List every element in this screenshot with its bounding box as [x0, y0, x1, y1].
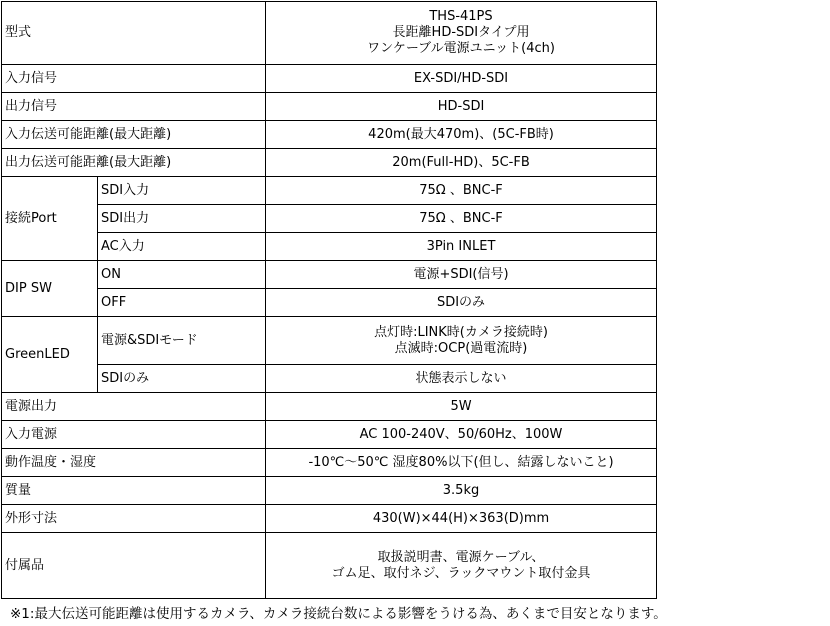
- dip-off-value: SDIのみ: [266, 289, 657, 317]
- weight-value: 3.5kg: [266, 477, 657, 505]
- model-type: 長距離HD-SDIタイプ用: [392, 25, 530, 40]
- temperature-value: -10℃～50℃ 湿度80%以下(但し、結露しないこと): [266, 449, 657, 477]
- port-sdi-in-label: SDI入力: [98, 177, 266, 205]
- port-label: 接続Port: [2, 177, 98, 261]
- led-sdi-label: SDIのみ: [98, 365, 266, 393]
- input-signal-label: 入力信号: [2, 65, 266, 93]
- accessories-line-1: 取扱説明書、電源ケーブル、: [377, 549, 545, 565]
- table-row: [2, 149, 657, 177]
- port-ac-in-value: 3Pin INLET: [266, 233, 657, 261]
- table-row: [2, 177, 657, 205]
- table-row: [2, 533, 657, 599]
- table-row: [2, 93, 657, 121]
- accessories-value: [266, 533, 657, 599]
- dip-on-value: 電源+SDI(信号): [266, 261, 657, 289]
- power-output-value: 5W: [266, 393, 657, 421]
- model-label: 型式: [2, 2, 266, 65]
- table-row: [2, 2, 657, 65]
- accessories-label: 付属品: [2, 533, 266, 599]
- output-signal-label: 出力信号: [2, 93, 266, 121]
- input-distance-label: 入力伝送可能距離(最大距離): [2, 121, 266, 149]
- model-desc: ワンケーブル電源ユニット(4ch): [367, 41, 555, 56]
- port-sdi-out-label: SDI出力: [98, 205, 266, 233]
- dip-label: DIP SW: [2, 261, 98, 317]
- weight-label: 質量: [2, 477, 266, 505]
- model-value: [266, 2, 657, 65]
- table-row: [2, 261, 657, 289]
- output-distance-label: 出力伝送可能距離(最大距離): [2, 149, 266, 177]
- table-row: [2, 65, 657, 93]
- table-row: [2, 121, 657, 149]
- led-label: GreenLED: [2, 317, 98, 393]
- dip-on-label: ON: [98, 261, 266, 289]
- temperature-label: 動作温度・湿度: [2, 449, 266, 477]
- led-mode-value: [266, 317, 657, 365]
- led-mode-label: 電源&SDIモード: [98, 317, 266, 365]
- footnote: ※1:最大伝送可能距離は使用するカメラ、カメラ接続台数による影響をうける為、あくまで目安となります。: [10, 606, 667, 622]
- dip-off-label: OFF: [98, 289, 266, 317]
- dimensions-label: 外形寸法: [2, 505, 266, 533]
- input-distance-value: 420m(最大470m)、(5C-FB時): [266, 121, 657, 149]
- spec-table: [1, 1, 657, 599]
- led-sdi-value: 状態表示しない: [266, 365, 657, 393]
- accessories-line-2: ゴム足、取付ネジ、ラックマウント取付金具: [331, 565, 591, 581]
- table-row: [2, 449, 657, 477]
- port-sdi-in-value: 75Ω 、BNC-F: [266, 177, 657, 205]
- output-distance-value: 20m(Full-HD)、5C-FB: [266, 149, 657, 177]
- led-on-text: 点灯時:LINK時(カメラ接続時): [374, 324, 548, 340]
- port-ac-in-label: AC入力: [98, 233, 266, 261]
- table-row: [2, 421, 657, 449]
- model-number: THS-41PS: [429, 9, 493, 24]
- power-output-label: 電源出力: [2, 393, 266, 421]
- input-power-label: 入力電源: [2, 421, 266, 449]
- table-row: [2, 477, 657, 505]
- table-row: [2, 505, 657, 533]
- dimensions-value: 430(W)×44(H)×363(D)mm: [266, 505, 657, 533]
- table-row: [2, 317, 657, 365]
- input-signal-value: EX-SDI/HD-SDI: [266, 65, 657, 93]
- port-sdi-out-value: 75Ω 、BNC-F: [266, 205, 657, 233]
- table-row: [2, 393, 657, 421]
- table-row: [2, 233, 657, 261]
- table-row: [2, 365, 657, 393]
- led-blink-text: 点滅時:OCP(過電流時): [394, 340, 528, 356]
- input-power-value: AC 100-240V、50/60Hz、100W: [266, 421, 657, 449]
- table-row: [2, 205, 657, 233]
- table-row: [2, 289, 657, 317]
- output-signal-value: HD-SDI: [266, 93, 657, 121]
